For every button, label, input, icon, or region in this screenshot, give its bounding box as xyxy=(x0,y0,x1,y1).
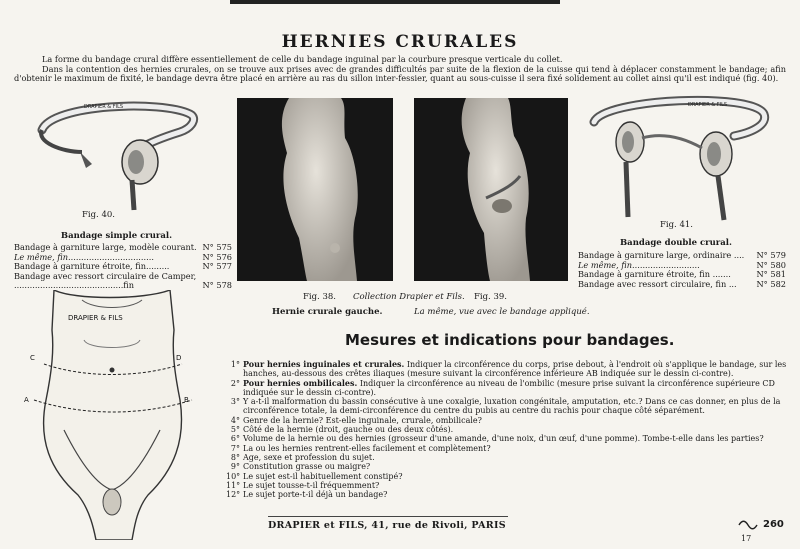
item-text: Indiquer la circonférence du corps, prise debout, à l'endroit où s'applique le bandage, sur les hanches, au-dessous des crêtes iliaques (mesure suivant la circonférence inférieure AB indiquée sur le dessin ci-contre). xyxy=(243,360,787,379)
page-number: 260 xyxy=(763,519,784,530)
top-rule xyxy=(230,0,560,4)
item-number: 10° xyxy=(226,471,241,481)
footer-address: DRAPIER et FILS, 41, rue de Rivoli, PARIS xyxy=(268,520,506,531)
price-label: Bandage à garniture large, ordinaire .... xyxy=(578,251,745,260)
measure-item xyxy=(226,490,788,499)
fig38-figure-silhouette xyxy=(237,98,393,281)
price-label: ..........................................fin xyxy=(14,281,135,291)
item-text: Y a-t-il malformation du bassin consécutive à une coxalgie, luxation congénitale, amputation, etc.? Dans ce cas donner, en plus de la circonférence totale, la demi-circonférence du centre du pubis au centre du rachis pour chaque côté séparément. xyxy=(243,397,781,416)
item-text: Genre de la hernie? Est-elle inguinale, crurale, ombilicale? xyxy=(243,415,482,425)
measure-item xyxy=(226,434,788,443)
letter-b: B xyxy=(184,396,189,404)
measure-item xyxy=(226,481,788,490)
price-label: Le même, fin.......................... xyxy=(578,260,700,270)
letter-c: C xyxy=(30,354,35,362)
item-number: 4° xyxy=(230,415,240,425)
measure-item xyxy=(226,425,788,434)
item-number: 11° xyxy=(226,480,241,490)
item-number: 3° xyxy=(230,397,240,407)
fig40-label: Fig. 40. xyxy=(82,210,115,220)
item-text: Indiquer la circonférence au niveau de l'ombilic (mesure prise suivant la circonférence supérieure CD indiquée sur le dessin ci-contre). xyxy=(243,378,775,397)
price-row xyxy=(578,251,786,261)
measures-list xyxy=(226,360,788,499)
price-row xyxy=(14,253,232,263)
item-number: 1° xyxy=(230,360,240,369)
fig39-photo xyxy=(414,98,568,281)
fig38-photo xyxy=(237,98,393,281)
item-heading: Pour hernies inguinales et crurales. xyxy=(243,359,405,369)
price-label: Bandage à garniture étroite, fin......... xyxy=(14,262,170,272)
catalog-number: N° 577 xyxy=(202,262,232,272)
price-row xyxy=(578,261,786,271)
measure-item xyxy=(226,453,788,462)
diagram-brand: DRAPIER & FILS xyxy=(68,314,123,322)
measure-item xyxy=(226,397,788,416)
intro-paragraph-2: Dans la contention des hernies crurales, on se trouve aux prises avec de grandes difficultés par suite de la flexion de la cuisse qui tend à déplacer constamment le bandage; afin d'obtenir le maximum de fixité, le bandage devra être placé en arrière au ras du sillon inter-fessier, quant au sous-cuisse il sera fixé solidement au collet ainsi qu'il est indiqué (fig. 40). xyxy=(14,63,786,84)
item-text: Volume de la hernie ou des hernies (grosseur d'une amande, d'une noix, d'un œuf, d'une pomme). Tombe-t-elle dans les parties? xyxy=(243,434,764,444)
item-number: 7° xyxy=(230,443,240,453)
item-text: Le sujet tousse-t-il fréquemment? xyxy=(243,480,380,490)
price-row xyxy=(14,272,232,282)
fig41-engraving: DRAPIER & FILS xyxy=(688,102,728,108)
measure-item xyxy=(226,472,788,481)
item-text: Côté de la hernie (droit, gauche ou des deux côtés). xyxy=(243,425,454,435)
price-label: Bandage à garniture large, modèle courant. xyxy=(14,243,197,252)
price-row xyxy=(578,270,786,280)
ornament-icon xyxy=(738,520,758,530)
item-text: La ou les hernies rentrent-elles facilement et complètement? xyxy=(243,443,491,453)
measure-item xyxy=(226,462,788,471)
fig39-figure-silhouette xyxy=(414,98,568,281)
intro-text xyxy=(14,55,786,84)
catalog-number: N° 580 xyxy=(756,260,786,270)
catalog-number xyxy=(230,272,232,282)
price-label: Bandage avec ressort circulaire, fin ... xyxy=(578,279,737,289)
item-number: 2° xyxy=(230,378,240,388)
fig41-price-list xyxy=(578,251,786,289)
item-number: 6° xyxy=(230,434,240,444)
fig39-caption: La même, vue avec le bandage appliqué. xyxy=(414,307,590,317)
catalog-number: N° 581 xyxy=(756,270,786,280)
page-title: HERNIES CRURALES xyxy=(281,32,519,52)
measure-item xyxy=(226,416,788,425)
measures-heading: Mesures et indications pour bandages. xyxy=(345,331,675,349)
measure-item xyxy=(226,379,788,398)
price-label: Bandage à garniture étroite, fin ....... xyxy=(578,270,731,280)
measurement-torso-diagram xyxy=(24,290,200,540)
catalog-number: N° 578 xyxy=(202,281,232,291)
price-row xyxy=(578,280,786,290)
collection-credit: Collection Drapier et Fils. xyxy=(353,292,465,302)
price-row xyxy=(14,243,232,253)
catalog-number: N° 582 xyxy=(756,279,786,289)
fig39-label: Fig. 39. xyxy=(474,292,507,302)
double-crural-truss-illustration xyxy=(584,92,774,222)
fig38-caption: Hernie crurale gauche. xyxy=(272,307,383,317)
price-label: Bandage avec ressort circulaire de Camper, xyxy=(14,271,197,281)
item-text: Constitution grasse ou maigre? xyxy=(243,462,371,472)
measure-item xyxy=(226,360,788,379)
item-heading: Pour hernies ombilicales. xyxy=(243,377,358,388)
measure-item xyxy=(226,444,788,453)
catalog-number: N° 575 xyxy=(202,243,232,252)
item-text: Le sujet porte-t-il déjà un bandage? xyxy=(243,490,388,500)
price-label: Le même, fin................................. xyxy=(14,252,154,262)
fig40-price-list xyxy=(14,243,232,291)
item-number: 5° xyxy=(230,425,240,435)
fig38-label: Fig. 38. xyxy=(303,292,336,302)
item-text: Age, sexe et profession du sujet. xyxy=(243,452,375,462)
item-number: 9° xyxy=(230,462,240,472)
single-crural-truss-illustration xyxy=(22,92,202,212)
price-row xyxy=(14,262,232,272)
fig40-engraving: DRAPIER & FILS xyxy=(84,104,124,110)
catalog-number: N° 576 xyxy=(202,252,232,262)
fig41-heading: Bandage double crural. xyxy=(620,238,732,248)
fig40-heading: Bandage simple crural. xyxy=(60,231,173,241)
letter-a: A xyxy=(24,396,29,404)
fig41-label: Fig. 41. xyxy=(660,220,693,230)
sheet-number: 17 xyxy=(741,534,752,543)
footer-rule xyxy=(268,516,508,517)
intro-paragraph-1: La forme du bandage crural diffère essentiellement de celle du bandage inguinal par la courbure presque verticale du collet. xyxy=(42,54,563,64)
letter-d: D xyxy=(176,354,182,362)
item-number: 12° xyxy=(226,490,241,500)
catalog-number: N° 579 xyxy=(756,251,786,260)
item-number: 8° xyxy=(230,452,240,462)
item-text: Le sujet est-il habituellement constipé? xyxy=(243,471,403,481)
